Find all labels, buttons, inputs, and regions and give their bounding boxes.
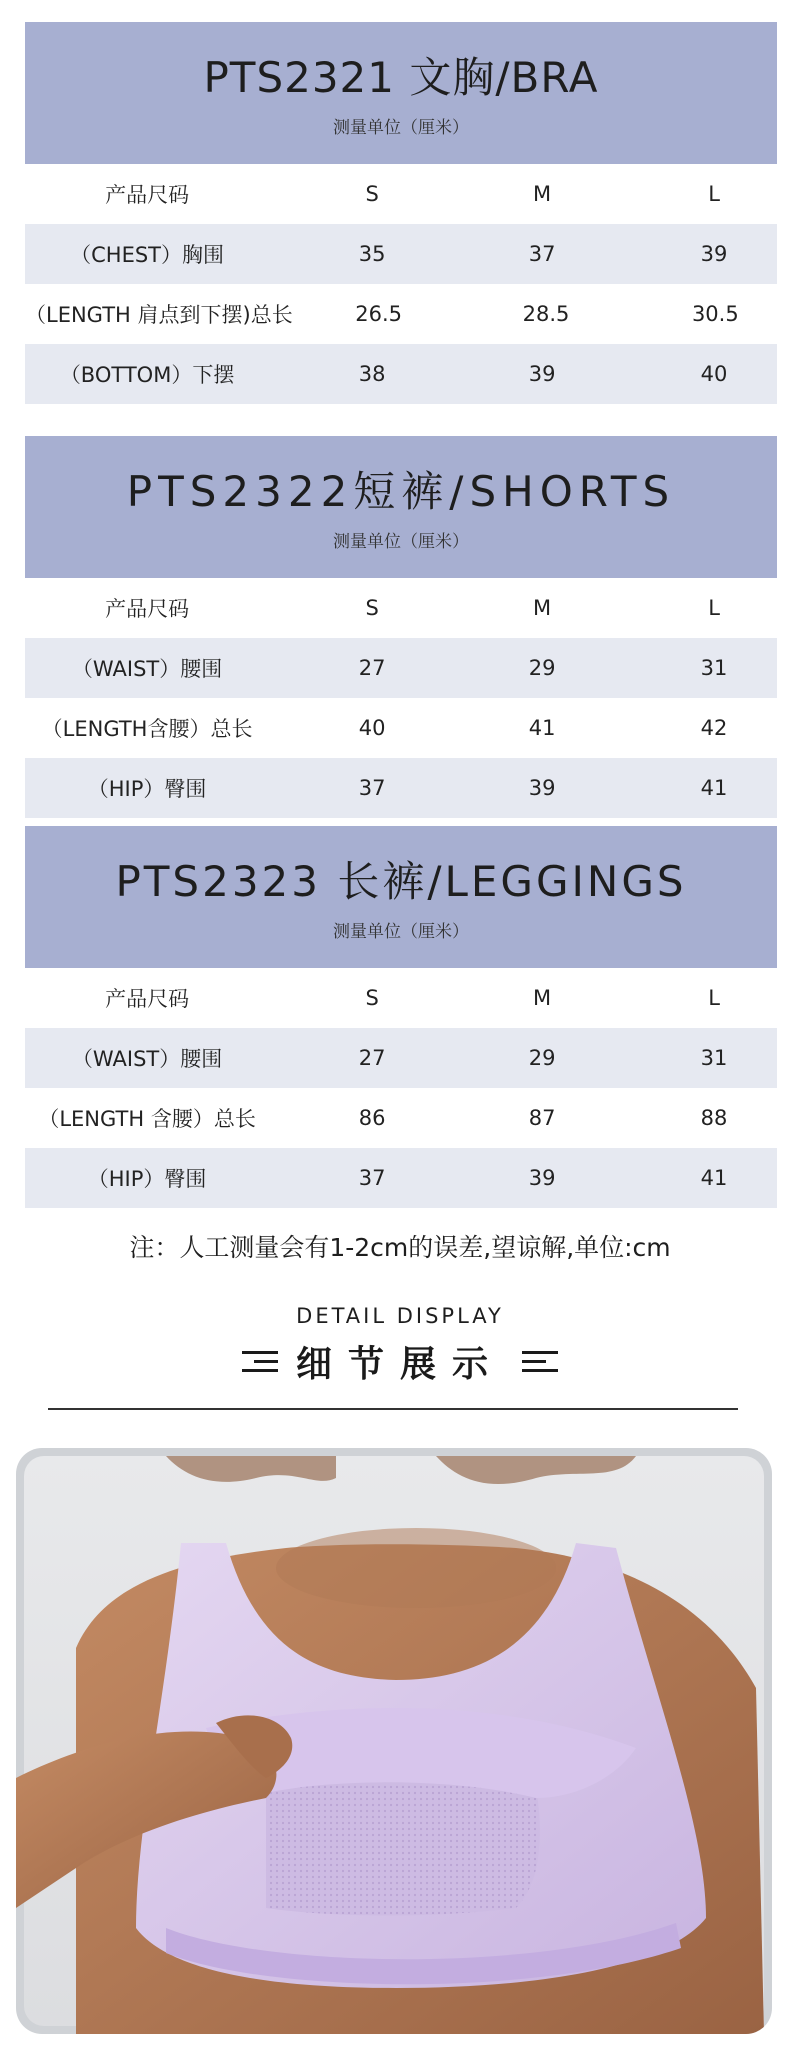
table-cell: L <box>708 986 720 1010</box>
table-cell: M <box>533 596 552 620</box>
table-row <box>25 224 777 284</box>
table-cell: 29 <box>528 656 556 680</box>
product-photo-illustration <box>16 1448 772 2034</box>
table-row <box>25 284 777 344</box>
table-cell: 27 <box>358 1046 386 1070</box>
table-row <box>25 344 777 404</box>
table-cell: L <box>708 596 720 620</box>
table-cell: （HIP）臀围 <box>87 1167 207 1191</box>
detail-title-cn: 细节展示 <box>295 1344 504 1385</box>
table-cell: （CHEST）胸围 <box>70 243 225 267</box>
table-cell: 35 <box>358 242 386 266</box>
table-cell: 87 <box>528 1106 556 1130</box>
table-cell: 38 <box>358 362 386 386</box>
table-cell: 88 <box>700 1106 728 1130</box>
table-column-header <box>25 164 777 224</box>
table-cell: （LENGTH 肩点到下摆)总长 <box>25 303 293 327</box>
detail-title-en: DETAIL DISPLAY <box>296 1304 504 1328</box>
table-cell: 29 <box>528 1046 556 1070</box>
table-cell: （BOTTOM）下摆 <box>59 363 235 387</box>
table-cell: 产品尺码 <box>105 597 190 621</box>
size-table-bra <box>25 22 777 404</box>
table-cell: 41 <box>700 1166 728 1190</box>
table-header-bra <box>25 22 777 164</box>
table-row <box>25 698 777 758</box>
table-cell: （WAIST）腰围 <box>71 657 223 681</box>
table-cell: 41 <box>528 716 556 740</box>
table-subtitle: 测量单位（厘米） <box>333 921 469 942</box>
lines-right-icon <box>522 1349 558 1375</box>
detail-title-cn-group <box>0 1336 800 1387</box>
table-cell: 产品尺码 <box>105 183 190 207</box>
table-cell: 40 <box>700 362 728 386</box>
table-cell: 27 <box>358 656 386 680</box>
section-divider <box>48 1408 738 1410</box>
table-column-header <box>25 968 777 1028</box>
table-cell: （LENGTH含腰）总长 <box>41 717 253 741</box>
table-cell: 26.5 <box>355 302 403 326</box>
table-cell: 37 <box>528 242 556 266</box>
measurement-note: 注：人工测量会有1-2cm的误差,望谅解,单位:cm <box>129 1233 671 1262</box>
table-cell: M <box>533 986 552 1010</box>
table-cell: S <box>365 596 379 620</box>
table-cell: 39 <box>528 1166 556 1190</box>
table-cell: 86 <box>358 1106 386 1130</box>
table-cell: L <box>708 182 720 206</box>
table-cell: 39 <box>528 776 556 800</box>
lines-left-icon <box>242 1349 278 1375</box>
table-title: PTS2321 文胸/BRA <box>203 52 599 102</box>
table-cell: 37 <box>358 1166 386 1190</box>
table-cell: M <box>533 182 552 206</box>
table-cell: 39 <box>700 242 728 266</box>
table-cell: 31 <box>700 1046 728 1070</box>
table-row <box>25 758 777 818</box>
product-photo <box>16 1448 772 2034</box>
table-row <box>25 1028 777 1088</box>
table-header-leggings <box>25 826 777 968</box>
table-column-header <box>25 578 777 638</box>
table-title: PTS2322短裤/SHORTS <box>126 466 676 516</box>
table-cell: S <box>365 182 379 206</box>
size-table-shorts <box>25 436 777 818</box>
table-cell: （HIP）臀围 <box>87 777 207 801</box>
table-cell: 42 <box>700 716 728 740</box>
table-row <box>25 1148 777 1208</box>
size-table-leggings <box>25 826 777 1208</box>
table-cell: 28.5 <box>522 302 570 326</box>
table-cell: S <box>365 986 379 1010</box>
table-cell: 产品尺码 <box>105 987 190 1011</box>
table-cell: 40 <box>358 716 386 740</box>
table-row <box>25 1088 777 1148</box>
table-subtitle: 测量单位（厘米） <box>333 531 469 552</box>
table-subtitle: 测量单位（厘米） <box>333 117 469 138</box>
table-title: PTS2323 长裤/LEGGINGS <box>115 856 687 906</box>
table-cell: （LENGTH 含腰）总长 <box>38 1107 256 1131</box>
table-cell: （WAIST）腰围 <box>71 1047 223 1071</box>
table-cell: 37 <box>358 776 386 800</box>
table-header-shorts <box>25 436 777 578</box>
table-cell: 39 <box>528 362 556 386</box>
table-cell: 30.5 <box>691 302 739 326</box>
table-row <box>25 638 777 698</box>
table-cell: 41 <box>700 776 728 800</box>
table-cell: 31 <box>700 656 728 680</box>
